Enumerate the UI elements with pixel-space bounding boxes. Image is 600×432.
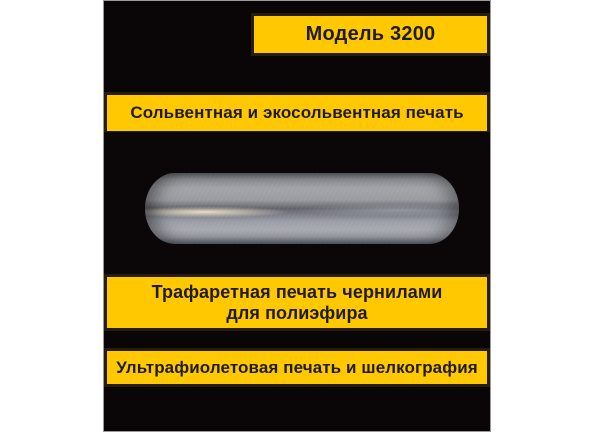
model-badge-label: Модель 3200: [305, 23, 436, 45]
banner-uv-print: [104, 348, 490, 387]
banner-screen-label-line2: для полиэфира: [226, 302, 368, 323]
promo-panel: [103, 0, 491, 432]
banner-screen-label-line1: Трафаретная печать чернилами: [151, 281, 443, 302]
film-roll-image: [145, 173, 459, 244]
banner-solvent-label: Сольвентная и экосольвентная печать: [130, 103, 464, 122]
model-badge: [251, 13, 490, 56]
product-photo: [104, 132, 490, 278]
banner-uv-label: Ультрафиолетовая печать и шелкография: [116, 357, 478, 377]
banner-solvent-print: [104, 92, 490, 134]
banner-screen-print: [104, 274, 490, 331]
